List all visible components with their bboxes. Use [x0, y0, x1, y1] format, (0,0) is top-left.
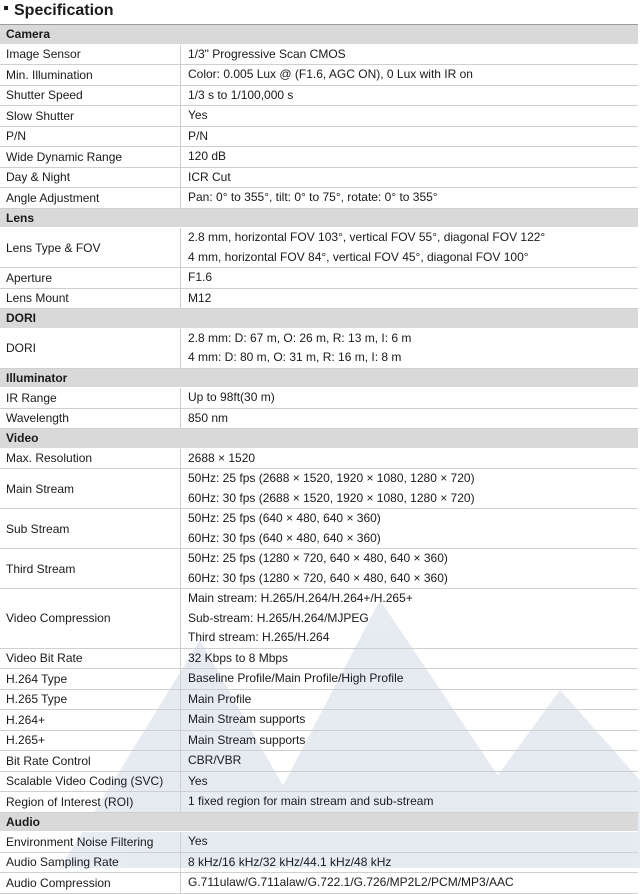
spec-label: Slow Shutter	[0, 106, 181, 126]
spec-row	[0, 589, 638, 649]
spec-label: Wide Dynamic Range	[0, 147, 181, 167]
spec-value: Main stream: H.265/H.264/H.264+/H.265+	[188, 591, 413, 605]
spec-row	[0, 289, 638, 310]
spec-value: P/N	[188, 128, 209, 143]
spec-value: 2688 × 1520	[188, 450, 256, 465]
spec-value: ICR Cut	[188, 169, 231, 184]
section-header-illuminator: Illuminator	[0, 369, 638, 389]
spec-value: Main Stream supports	[188, 712, 306, 726]
spec-value: 1/3" Progressive Scan CMOS	[188, 46, 346, 61]
spec-label: Sub Stream	[0, 509, 181, 548]
spec-value: G.711ulaw/G.711alaw/G.722.1/G.726/MP2L2/PCM/MP3/AAC	[188, 875, 514, 889]
spec-values	[181, 690, 638, 710]
spec-values	[181, 147, 638, 167]
spec-row	[0, 649, 638, 670]
section-header-audio: Audio	[0, 813, 638, 833]
spec-values	[181, 792, 638, 812]
spec-row	[0, 65, 638, 86]
spec-row	[0, 731, 638, 752]
spec-values	[181, 853, 638, 873]
spec-values	[181, 589, 638, 648]
spec-label: Main Stream	[0, 469, 181, 508]
spec-row	[0, 469, 638, 509]
spec-row	[0, 86, 638, 107]
spec-label: Lens Mount	[0, 289, 181, 309]
spec-values	[181, 469, 638, 508]
spec-value: 60Hz: 30 fps (640 × 480, 640 × 360)	[188, 530, 381, 545]
spec-values	[181, 449, 638, 469]
spec-values	[181, 772, 638, 792]
spec-row	[0, 873, 638, 894]
spec-values	[181, 731, 638, 751]
spec-values	[181, 329, 638, 368]
spec-label: Audio Sampling Rate	[0, 853, 181, 873]
spec-row	[0, 772, 638, 793]
spec-row	[0, 45, 638, 66]
spec-label: Wavelength	[0, 409, 181, 429]
spec-values	[181, 65, 638, 85]
spec-values	[181, 873, 638, 893]
spec-value: 2.8 mm: D: 67 m, O: 26 m, R: 13 m, I: 6 m	[188, 330, 412, 345]
spec-row	[0, 409, 638, 430]
spec-row	[0, 832, 638, 853]
spec-values	[181, 649, 638, 669]
spec-row	[0, 853, 638, 874]
spec-row	[0, 329, 638, 369]
spec-label: Day & Night	[0, 168, 181, 188]
spec-value: 1 fixed region for main stream and sub-stream	[188, 794, 434, 808]
spec-value: Main Profile	[188, 691, 252, 706]
spec-values	[181, 228, 638, 267]
spec-values	[181, 710, 638, 730]
spec-label: Region of Interest (ROI)	[0, 792, 181, 812]
spec-label: Lens Type & FOV	[0, 228, 181, 267]
spec-label: P/N	[0, 127, 181, 147]
spec-row	[0, 228, 638, 268]
spec-label: H.264+	[0, 710, 181, 730]
spec-label: Angle Adjustment	[0, 188, 181, 208]
spec-label: Image Sensor	[0, 45, 181, 65]
spec-value: M12	[188, 290, 212, 305]
spec-value: 50Hz: 25 fps (2688 × 1520, 1920 × 1080, 1280 × 720)	[188, 471, 475, 485]
spec-values	[181, 188, 638, 208]
spec-value: 50Hz: 25 fps (640 × 480, 640 × 360)	[188, 511, 381, 525]
spec-values	[181, 669, 638, 689]
spec-row	[0, 106, 638, 127]
spec-value: 2.8 mm, horizontal FOV 103°, vertical FOV 55°, diagonal FOV 122°	[188, 230, 546, 244]
spec-value: F1.6	[188, 270, 213, 284]
spec-values	[181, 268, 638, 288]
spec-label: Video Bit Rate	[0, 649, 181, 669]
section-header-camera: Camera	[0, 25, 638, 45]
page-title	[0, 0, 640, 24]
spec-value: Sub-stream: H.265/H.264/MJPEG	[188, 610, 369, 625]
spec-values	[181, 509, 638, 548]
spec-label: Video Compression	[0, 589, 181, 648]
section-header-video: Video	[0, 429, 638, 449]
section-header-lens: Lens	[0, 209, 638, 229]
spec-values	[181, 409, 638, 429]
spec-label: Min. Illumination	[0, 65, 181, 85]
spec-values	[181, 832, 638, 852]
spec-label: H.265+	[0, 731, 181, 751]
spec-values	[181, 127, 638, 147]
spec-value: 60Hz: 30 fps (2688 × 1520, 1920 × 1080, 1280 × 720)	[188, 490, 475, 505]
spec-row	[0, 168, 638, 189]
spec-label: Scalable Video Coding (SVC)	[0, 772, 181, 792]
spec-values	[181, 751, 638, 771]
spec-value: Up to 98ft(30 m)	[188, 390, 275, 404]
spec-value: 4 mm: D: 80 m, O: 31 m, R: 16 m, I: 8 m	[188, 350, 402, 364]
spec-value: Third stream: H.265/H.264	[188, 630, 330, 644]
spec-value: Color: 0.005 Lux @ (F1.6, AGC ON), 0 Lux with IR on	[188, 67, 473, 81]
spec-value: 850 nm	[188, 410, 229, 425]
spec-label: H.264 Type	[0, 669, 181, 689]
spec-value: 120 dB	[188, 149, 227, 163]
spec-value: 8 kHz/16 kHz/32 kHz/44.1 kHz/48 kHz	[188, 854, 392, 869]
spec-label: Max. Resolution	[0, 449, 181, 469]
spec-label: IR Range	[0, 388, 181, 408]
spec-label: H.265 Type	[0, 690, 181, 710]
spec-row	[0, 188, 638, 209]
spec-row	[0, 792, 638, 813]
spec-value: Main Stream supports	[188, 732, 306, 747]
spec-values	[181, 86, 638, 106]
spec-row	[0, 449, 638, 470]
spec-row	[0, 388, 638, 409]
spec-label: DORI	[0, 329, 181, 368]
spec-values	[181, 388, 638, 408]
spec-values	[181, 289, 638, 309]
specification-table	[0, 24, 638, 894]
spec-value: Yes	[188, 108, 208, 122]
spec-row	[0, 549, 638, 589]
spec-row	[0, 690, 638, 711]
spec-value: 4 mm, horizontal FOV 84°, vertical FOV 45°, diagonal FOV 100°	[188, 249, 529, 264]
spec-row	[0, 669, 638, 690]
spec-value: CBR/VBR	[188, 753, 242, 767]
spec-values	[181, 45, 638, 65]
spec-value: 50Hz: 25 fps (1280 × 720, 640 × 480, 640 × 360)	[188, 551, 448, 565]
spec-label: Aperture	[0, 268, 181, 288]
title-bullet-icon	[4, 6, 8, 10]
spec-value: 1/3 s to 1/100,000 s	[188, 87, 294, 102]
spec-label: Audio Compression	[0, 873, 181, 893]
spec-values	[181, 549, 638, 588]
spec-value: Pan: 0° to 355°, tilt: 0° to 75°, rotate: 0° to 355°	[188, 190, 438, 204]
spec-value: 60Hz: 30 fps (1280 × 720, 640 × 480, 640 × 360)	[188, 570, 448, 585]
spec-value: Baseline Profile/Main Profile/High Profile	[188, 671, 404, 685]
spec-row	[0, 509, 638, 549]
spec-row	[0, 751, 638, 772]
section-header-dori: DORI	[0, 309, 638, 329]
spec-values	[181, 106, 638, 126]
spec-label: Shutter Speed	[0, 86, 181, 106]
spec-label: Bit Rate Control	[0, 751, 181, 771]
spec-row	[0, 268, 638, 289]
spec-label: Third Stream	[0, 549, 181, 588]
spec-row	[0, 710, 638, 731]
spec-row	[0, 127, 638, 148]
spec-value: Yes	[188, 773, 208, 788]
page-title-text: Specification	[14, 2, 114, 19]
spec-value: Yes	[188, 834, 208, 848]
spec-value: 32 Kbps to 8 Mbps	[188, 650, 289, 665]
spec-values	[181, 168, 638, 188]
spec-label: Environment Noise Filtering	[0, 832, 181, 852]
spec-row	[0, 147, 638, 168]
